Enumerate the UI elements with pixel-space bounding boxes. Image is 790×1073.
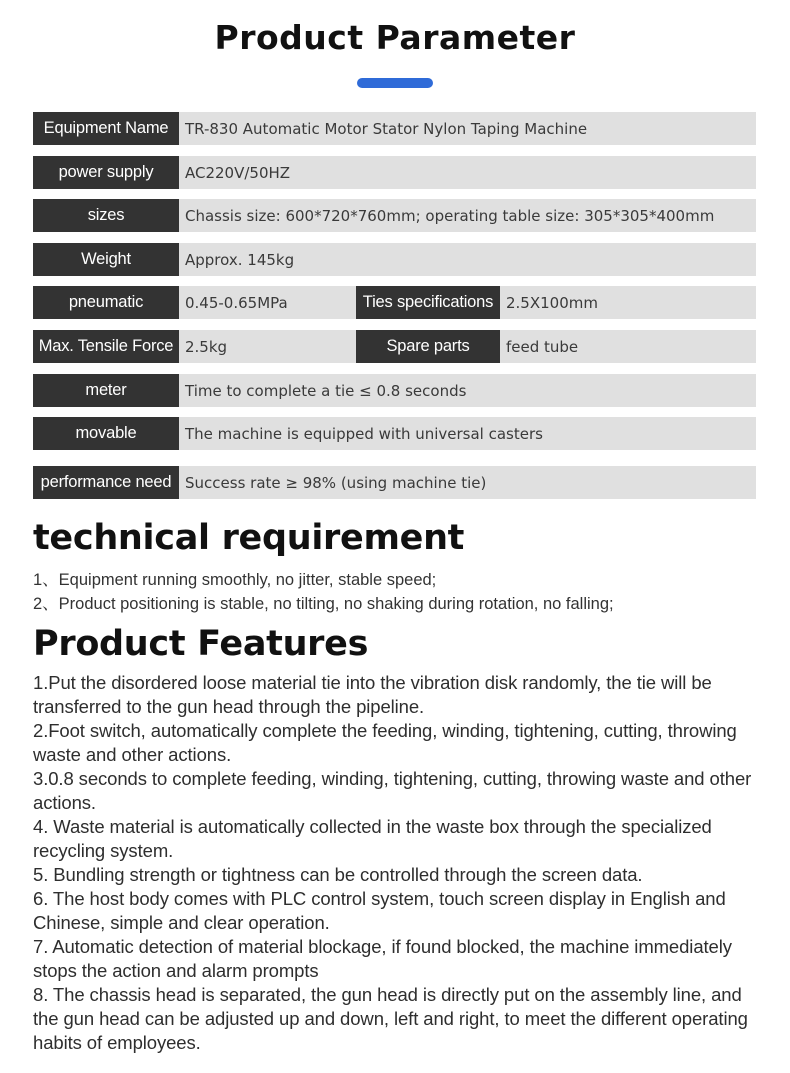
param-label: performance need xyxy=(33,466,179,499)
param-label: Equipment Name xyxy=(33,112,179,145)
feature-item: 4. Waste material is automatically collected in the waste box through the specialized recycling system. xyxy=(33,816,712,861)
feature-item: 6. The host body comes with PLC control system, touch screen display in English and Chinese, simple and clear operation. xyxy=(33,888,726,933)
param-value: The machine is equipped with universal casters xyxy=(185,424,543,443)
param-label: power supply xyxy=(33,156,179,189)
param-value: TR-830 Automatic Motor Stator Nylon Taping Machine xyxy=(185,119,588,138)
features-heading: Product Features xyxy=(33,624,369,664)
param-value: Chassis size: 600*720*760mm; operating table size: 305*305*400mm xyxy=(185,206,715,225)
param-row-power-supply xyxy=(33,156,756,189)
param-label: Ties specifications xyxy=(356,286,500,319)
param-label: movable xyxy=(33,417,179,450)
param-value: Approx. 145kg xyxy=(185,250,295,269)
param-row-weight xyxy=(33,243,756,276)
param-row-equipment-name xyxy=(33,112,756,145)
param-label: meter xyxy=(33,374,179,407)
feature-item: 7. Automatic detection of material blockage, if found blocked, the machine immediately stops the action and alarm prompts xyxy=(33,936,732,981)
param-row-performance xyxy=(33,466,756,499)
param-row-meter xyxy=(33,374,756,407)
param-value: AC220V/50HZ xyxy=(185,163,291,182)
feature-item: 3.0.8 seconds to complete feeding, winding, tightening, cutting, throwing waste and other actions. xyxy=(33,768,752,813)
feature-item: 5. Bundling strength or tightness can be controlled through the screen data. xyxy=(33,864,643,885)
param-row-max-tensile xyxy=(33,330,756,363)
param-label: sizes xyxy=(33,199,179,232)
features-list xyxy=(33,671,763,1055)
param-label: pneumatic xyxy=(33,286,179,319)
title-accent-bar xyxy=(357,78,433,88)
param-label: Spare parts xyxy=(356,330,500,363)
feature-item: 1.Put the disordered loose material tie into the vibration disk randomly, the tie will be transferred to the gun head through the pipeline. xyxy=(33,672,712,717)
feature-item: 2.Foot switch, automatically complete the feeding, winding, tightening, cutting, throwing waste and other actions. xyxy=(33,720,737,765)
page-title: Product Parameter xyxy=(214,18,576,57)
param-value: 0.45-0.65MPa xyxy=(185,293,288,312)
param-value: Time to complete a tie ≤ 0.8 seconds xyxy=(185,381,467,400)
param-row-pneumatic xyxy=(33,286,756,319)
param-value: Success rate ≥ 98% (using machine tie) xyxy=(185,473,487,492)
requirement-line: 1、Equipment running smoothly, no jitter, stable speed; xyxy=(33,571,437,589)
param-label: Max. Tensile Force xyxy=(33,330,179,363)
feature-item: 8. The chassis head is separated, the gun head is directly put on the assembly line, and the gun head can be adjusted up and down, left and right, to meet the different operating habits of employees. xyxy=(33,984,748,1053)
param-row-movable xyxy=(33,417,756,450)
param-row-sizes xyxy=(33,199,756,232)
param-value: 2.5kg xyxy=(185,337,228,356)
requirement-line: 2、Product positioning is stable, no tilting, no shaking during rotation, no falling; xyxy=(33,595,614,613)
technical-heading: technical requirement xyxy=(33,518,465,558)
param-value: 2.5X100mm xyxy=(506,293,598,312)
param-label: Weight xyxy=(33,243,179,276)
param-value: feed tube xyxy=(506,337,579,356)
